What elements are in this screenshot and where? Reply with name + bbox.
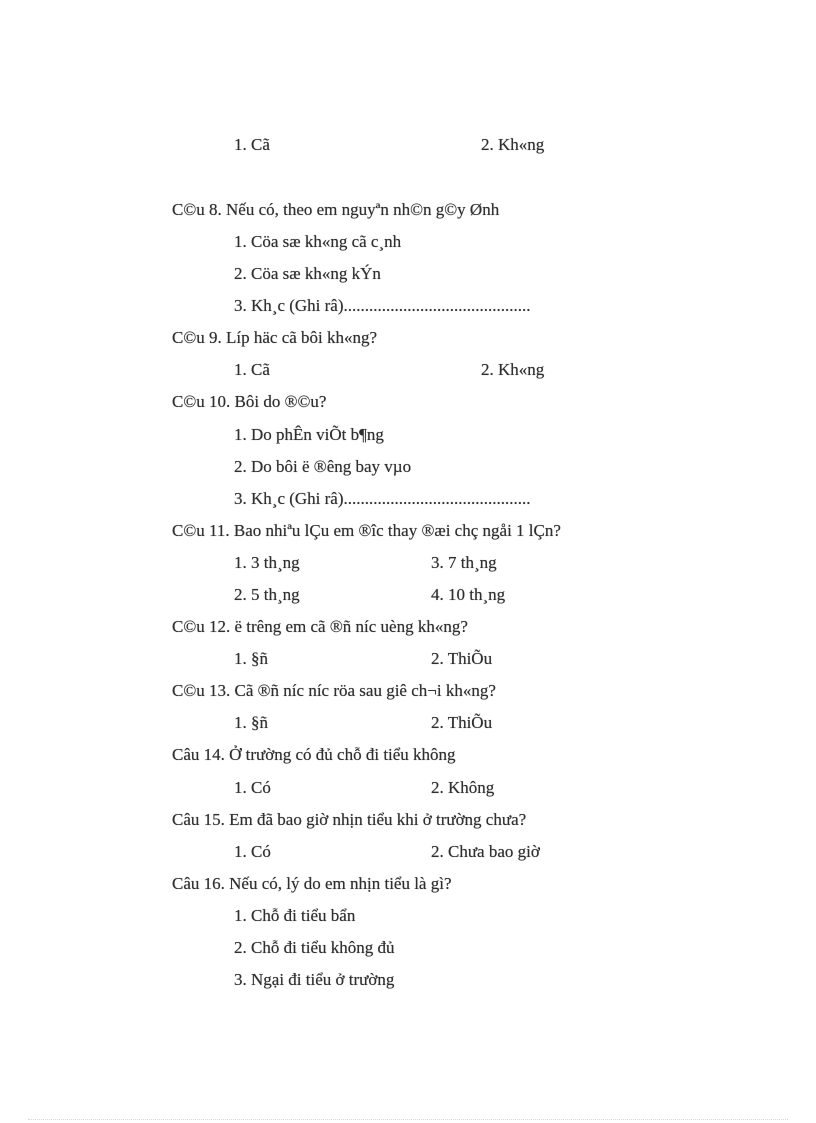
- q9-question: C©u 9. Líp häc cã bôi kh«ng?: [172, 328, 378, 347]
- q13-option-2: 2. ThiÕu: [431, 713, 493, 732]
- q7-option-1: 1. Cã: [234, 135, 270, 154]
- q13-option-1: 1. §ñ: [234, 713, 268, 732]
- q12-option-2: 2. ThiÕu: [431, 649, 493, 668]
- q11-option-1: 1. 3 th¸ng: [234, 553, 300, 572]
- q8-option-3: 3. Kh¸c (Ghi râ)............................................: [234, 296, 531, 315]
- q15-question: Câu 15. Em đã bao giờ nhịn tiểu khi ở trường chưa?: [172, 810, 527, 829]
- q11-option-2: 2. 5 th¸ng: [234, 585, 300, 604]
- q8-option-2: 2. Cöa sæ kh«ng kÝn: [234, 264, 381, 283]
- q15-option-1: 1. Có: [234, 842, 271, 861]
- q16-option-1: 1. Chỗ đi tiểu bẩn: [234, 906, 356, 925]
- q8-option-1: 1. Cöa sæ kh«ng cã c¸nh: [234, 232, 402, 251]
- q16-question: Câu 16. Nếu có, lý do em nhịn tiểu là gì?: [172, 874, 452, 893]
- q9-option-1: 1. Cã: [234, 360, 270, 379]
- q14-option-2: 2. Không: [431, 778, 495, 797]
- q11-option-4: 4. 10 th¸ng: [431, 585, 506, 604]
- q13-question: C©u 13. Cã ®ñ níc níc röa sau giê ch¬i kh«ng?: [172, 681, 496, 700]
- q16-option-2: 2. Chỗ đi tiểu không đủ: [234, 938, 395, 957]
- q10-option-1: 1. Do phÊn viÕt b¶ng: [234, 425, 384, 444]
- q9-option-2: 2. Kh«ng: [481, 360, 545, 379]
- q16-option-3: 3. Ngại đi tiểu ở trường: [234, 970, 395, 989]
- q10-option-3: 3. Kh¸c (Ghi râ)............................................: [234, 489, 531, 508]
- page-bottom-divider: [28, 1119, 788, 1120]
- q11-question: C©u 11. Bao nhiªu lÇu em ®îc thay ®æi chç ngåi 1 lÇn?: [172, 521, 561, 540]
- q11-option-3: 3. 7 th¸ng: [431, 553, 497, 572]
- q14-question: Câu 14. Ở trường có đủ chỗ đi tiểu không: [172, 745, 456, 764]
- q14-option-1: 1. Có: [234, 778, 271, 797]
- q8-question: C©u 8. Nếu có, theo em nguyªn nh©n g©y Ønh: [172, 200, 500, 219]
- q10-option-2: 2. Do bôi ë ®êng bay vµo: [234, 457, 412, 476]
- q7-option-2: 2. Kh«ng: [481, 135, 545, 154]
- q15-option-2: 2. Chưa bao giờ: [431, 842, 540, 861]
- q12-option-1: 1. §ñ: [234, 649, 268, 668]
- q12-question: C©u 12. ë trêng em cã ®ñ níc uèng kh«ng?: [172, 617, 468, 636]
- q10-question: C©u 10. Bôi do ®©u?: [172, 392, 327, 411]
